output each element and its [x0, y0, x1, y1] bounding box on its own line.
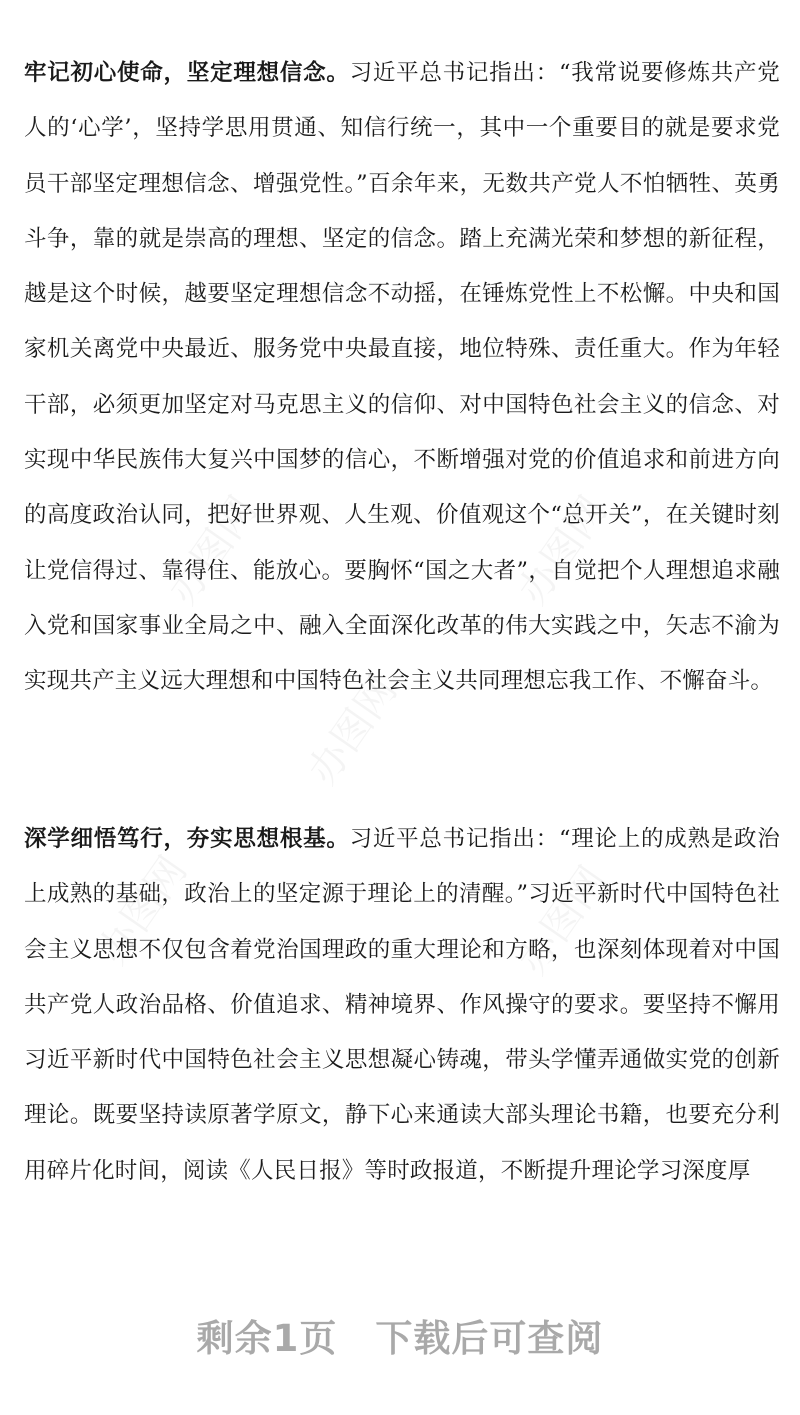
paragraph-1-lead: 牢记初心使命，坚定理想信念。 [24, 60, 350, 86]
paragraph-2-lead: 深学细悟笃行，夯实思想根基。 [24, 826, 350, 852]
paragraph-2-body: 习近平总书记指出：“理论上的成熟是政治上成熟的基础，政治上的坚定源于理论上的清醒。”习近平新时代中国特色社会主义思想不仅包含着党治国理政的重大理论和方略，也深刻体现着对中国共产党人政治品格、价值追求、精神境界、作风操守的要求。要坚持不懈用习近平新时代中国特色社会主义思想凝心铸魂，带头学懂弄通做实党的创新理论。既要坚持读原著学原文，静下心来通读大部头理论书籍，也要充分利用碎片化时间，阅读《人民日报》等时政报道，不断提升理论学习深度厚 [24, 826, 780, 1184]
paragraph-2 [24, 812, 780, 1199]
paragraph-1 [24, 46, 780, 710]
remaining-pages-banner[interactable]: 剩余1页 下载后可查阅 [196, 1317, 604, 1360]
paragraph-1-body: 习近平总书记指出：“我常说要修炼共产党人的‘心学’，坚持学思用贯通、知信行统一，其中一个重要目的就是要求党员干部坚定理想信念、增强党性。”百余年来，无数共产党人不怕牺牲、英勇斗争，靠的就是崇高的理想、坚定的信念。踏上充满光荣和梦想的新征程，越是这个时候，越要坚定理想信念不动摇，在锤炼党性上不松懈。中央和国家机关离党中央最近、服务党中央最直接，地位特殊、责任重大。作为年轻干部，必须更加坚定对马克思主义的信仰、对中国特色社会主义的信念、对实现中华民族伟大复兴中国梦的信心，不断增强对党的价值追求和前进方向的高度政治认同，把好世界观、人生观、价值观这个“总开关”，在关键时刻让党信得过、靠得住、能放心。要胸怀“国之大者”，自觉把个人理想追求融入党和国家事业全局之中、融入全面深化改革的伟大实践之中，矢志不渝为实现共产主义远大理想和中国特色社会主义共同理想忘我工作、不懈奋斗。 [24, 60, 780, 695]
